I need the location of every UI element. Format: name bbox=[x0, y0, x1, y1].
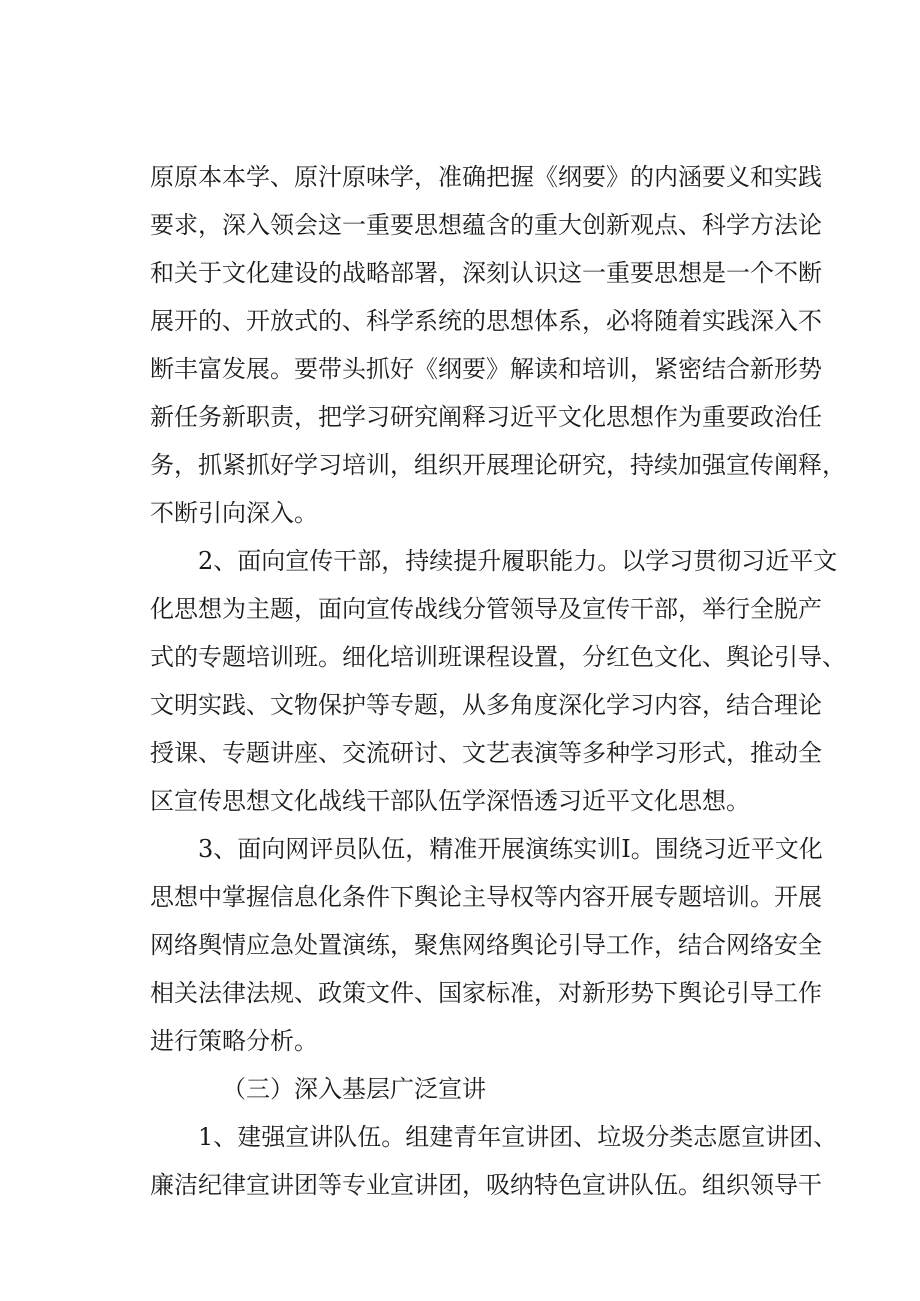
text-line: 务，抓紧抓好学习培训，组织开展理论研究，持续加强宣传阐释， bbox=[150, 451, 846, 479]
text-line: 相关法律法规、政策文件、国家标准，对新形势下舆论引导工作 bbox=[150, 979, 822, 1007]
text-line: 和关于文化建设的战略部署，深刻认识这一重要思想是一个不断 bbox=[150, 259, 822, 287]
text-line: 思想中掌握信息化条件下舆论主导权等内容开展专题培训。开展 bbox=[150, 883, 822, 911]
paragraph-heading-3: 3、面向网评员队伍，精准开展演练实训I。围绕习近平文化 bbox=[198, 835, 823, 863]
text-line: 不断引向深入。 bbox=[150, 499, 318, 527]
text-line: 进行策略分析。 bbox=[150, 1027, 318, 1055]
text-line: 化思想为主题，面向宣传战线分管领导及宣传干部，举行全脱产 bbox=[150, 595, 822, 623]
section-heading: （三）深入基层广泛宣讲 bbox=[222, 1075, 486, 1103]
text-line: 文明实践、文物保护等专题，从多角度深化学习内容，结合理论 bbox=[150, 691, 822, 719]
text-line: 授课、专题讲座、交流研讨、文艺表演等多种学习形式，推动全 bbox=[150, 739, 822, 767]
paragraph-heading-2: 2、面向宣传干部，持续提升履职能力。以学习贯彻习近平文 bbox=[198, 547, 838, 575]
text-line: 网络舆情应急处置演练，聚焦网络舆论引导工作，结合网络安全 bbox=[150, 931, 822, 959]
text-line: 廉洁纪律宣讲团等专业宣讲团，吸纳特色宣讲队伍。组织领导干 bbox=[150, 1171, 822, 1199]
text-line: 要求，深入领会这一重要思想蕴含的重大创新观点、科学方法论 bbox=[150, 211, 822, 239]
text-line: 新任务新职责，把学习研究阐释习近平文化思想作为重要政治任 bbox=[150, 403, 822, 431]
text-line: 原原本本学、原汁原味学，准确把握《纲要》的内涵要义和实践 bbox=[150, 163, 822, 191]
paragraph-heading-1: 1、建强宣讲队伍。组建青年宣讲团、垃圾分类志愿宣讲团、 bbox=[198, 1123, 838, 1151]
text-line: 断丰富发展。要带头抓好《纲要》解读和培训，紧密结合新形势 bbox=[150, 355, 822, 383]
text-line: 式的专题培训班。细化培训班课程设置，分红色文化、舆论引导、 bbox=[150, 643, 846, 671]
text-line: 区宣传思想文化战线干部队伍学深悟透习近平文化思想。 bbox=[150, 787, 750, 815]
text-line: 展开的、开放式的、科学系统的思想体系，必将随着实践深入不 bbox=[150, 307, 822, 335]
